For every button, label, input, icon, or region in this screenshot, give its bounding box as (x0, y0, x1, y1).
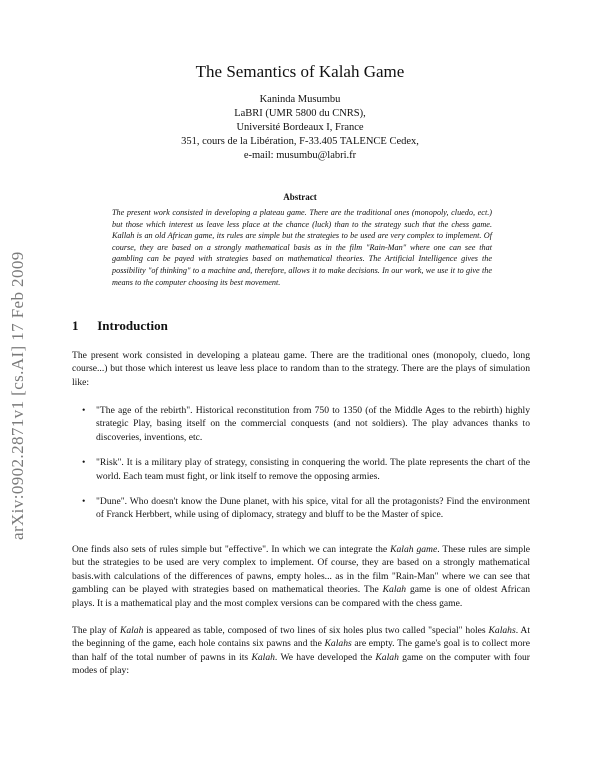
text-run: The play of (72, 625, 120, 636)
author-university: Université Bordeaux I, France (236, 122, 364, 133)
kalah-term: Kalah game (390, 544, 438, 555)
section-heading (72, 318, 168, 334)
abstract-text: The present work consisted in developing a plateau game. There are the traditional ones (monopoly, cluedo, ect.) but those which interest us leave less place at the chance (luck) than to the strategy such that the chess game. Kallah is an old African game, its rules are simple but the strategies to be used are very complex to implement. Of course, they are based on a strongly mathematical basis as in the film "Rain-Man" where one can see that gambling can be payed with strategies based on mathematical theories. The Artificial Intelligence gives the possibility "of thinking" to a machine and, therefore, allows it to make decisions. In our work, we use it to give the means to the computer choosing its best movement. (112, 208, 492, 287)
list-item-text: "Dune". Who doesn't know the Dune planet, with his spice, vital for all the protagonists? Find the environment of Franck Herbbert, while using of diplomacy, strategy and bluff to be the Master of spice. (96, 496, 530, 521)
author-email: e-mail: musumbu@labri.fr (243, 150, 357, 161)
kalah-term: Kalah (251, 651, 275, 663)
list-item (72, 456, 530, 483)
text-run: . We have developed the (274, 651, 376, 663)
section-title: Introduction (97, 318, 168, 333)
paragraph-effective-rules (72, 543, 530, 610)
kalah-term: Kalah (382, 584, 407, 596)
text-run: are empty. The game's goal is to collect more than half of the total number of pawns in its (72, 638, 530, 663)
bullet-icon: • (82, 496, 86, 508)
kalahs-term: Kalahs (488, 625, 516, 636)
bullet-icon: • (82, 457, 86, 469)
list-item (72, 495, 530, 522)
text-run: . At the beginning of the game, each hole contains six pawns and the (72, 625, 531, 650)
author-lab: LaBRI (UMR 5800 du CNRS), (234, 108, 366, 119)
kalah-term: Kalah (119, 625, 144, 636)
list-item-text: "The age of the rebirth". Historical reconstitution from 750 to 1350 (of the Middle Ages to the rebirth) highly strategic Play, basing itself on the commercial conquests (and not soldiers). The play advances thanks to discoveries, inventions, etc. (96, 405, 530, 443)
author-name: Kaninda Musumbu (259, 94, 341, 105)
text-run: game is one of oldest African plays. It is a mathematical play and the most complex versions can be compared with the chess game. (72, 584, 530, 609)
author-address: 351, cours de la Libération, F-33.405 TALENCE Cedex, (181, 136, 419, 147)
kalah-term: Kalah (375, 651, 399, 663)
kalahs-term: Kalahs (324, 638, 352, 650)
intro-paragraph: The present work consisted in developing a plateau game. There are the traditional ones (monopoly, cluedo, long course...) but those which interest us leave less place to random than to the strategy. There are the plays of simulation like: (72, 350, 530, 388)
text-run: One finds also sets of rules simple but "effective". In which we can integrate the (72, 544, 391, 555)
abstract-heading: Abstract (283, 192, 317, 202)
arxiv-identifier: arXiv:0902.2871v1 [cs.AI] 17 Feb 2009 (8, 251, 27, 540)
text-run: is appeared as table, composed of two lines of six holes plus two called "special" holes (143, 625, 489, 636)
text-run: game on the computer with four modes of play: (72, 651, 530, 677)
list-item (72, 404, 530, 444)
plays-list (72, 404, 530, 534)
bullet-icon: • (82, 405, 86, 416)
text-run: . These rules are simple but the strategies to be used are very complex to implement. Of course, they are based on a strongly mathematical basis.with calculations of the differences of pawns, empty holes... as in the film "Rain-Man" where we can see that gambling can be played with strategies based on mathematical theories. The (72, 544, 530, 596)
section-number: 1 (72, 318, 79, 333)
list-item-text: "Risk". It is a military play of strategy, consisting in conquering the world. The plate represents the chart of the world. Each team must fight, or link itself to remove the opposing armies. (96, 457, 530, 482)
paragraph-play-description (72, 624, 530, 678)
paper-title: The Semantics of Kalah Game (195, 62, 405, 81)
author-block (0, 93, 600, 163)
